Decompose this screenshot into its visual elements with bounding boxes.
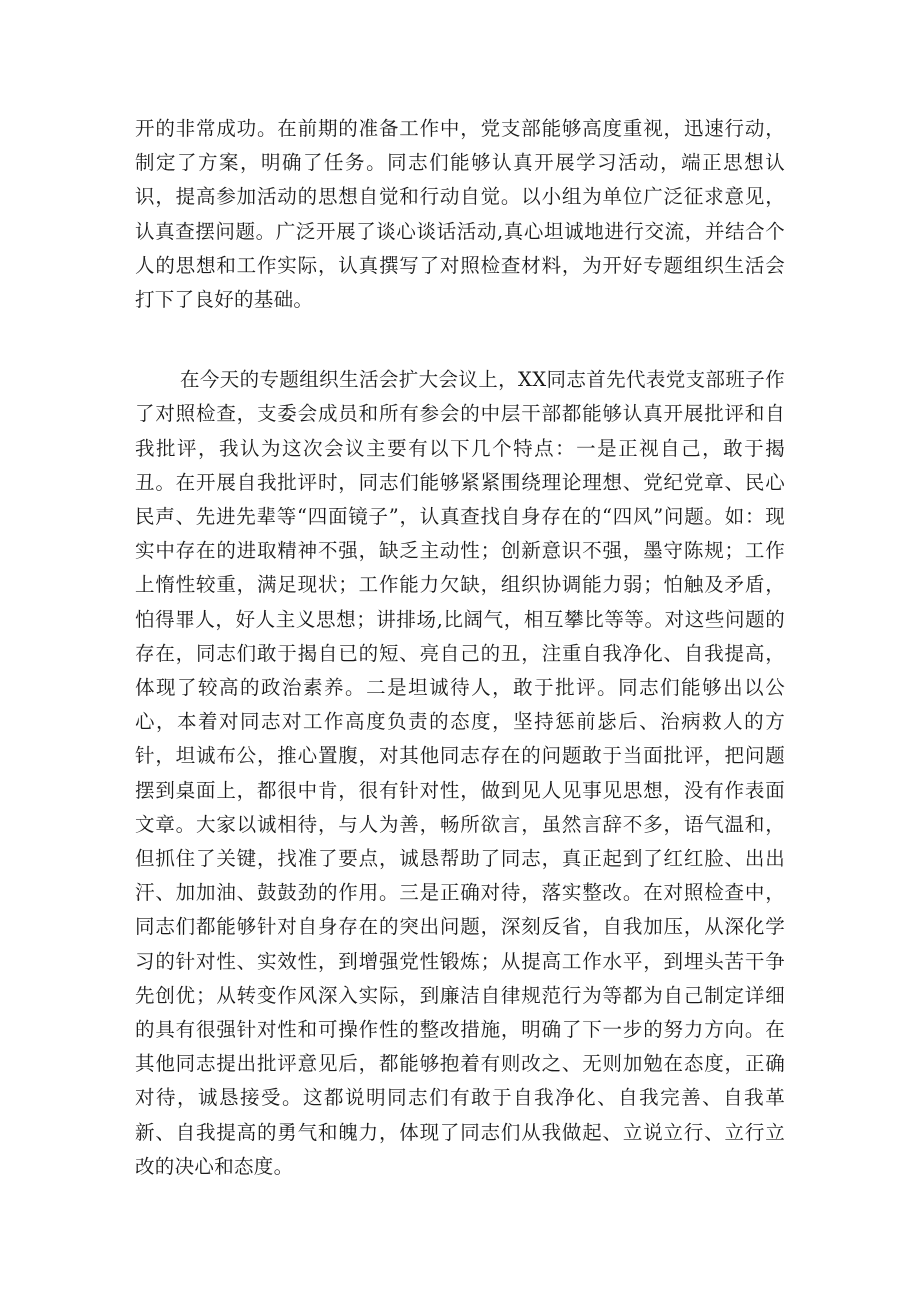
paragraph-1: 开的非常成功。在前期的准备工作中，党支部能够高度重视，迅速行动，制定了方案，明确了任务。同志们能够认真开展学习活动，端正思想认识，提高参加活动的思想自觉和行动自觉。以小组为单位广泛征求意见，认真查摆问题。广泛开展了谈心谈话活动,真心坦诚地进行交流，并结合个人的思想和工作实际，认真撰写了对照检查材料，为开好专题组织生活会打下了良好的基础。	[135, 117, 785, 312]
paragraph-2: 在今天的专题组织生活会扩大会议上，XX同志首先代表党支部班子作了对照检查，支委会成员和所有参会的中层干部都能够认真开展批评和自我批评，我认为这次会议主要有以下几个特点：一是正视自己，敢于揭丑。在开展自我批评时，同志们能够紧紧围绕理论理想、党纪党章、民心民声、先进先辈等“四面镜子”，认真查找自身存在的“四风”问题。如：现实中存在的进取精神不强，缺乏主动性；创新意识不强，墨守陈规；工作上惰性较重，满足现状；工作能力欠缺，组织协调能力弱；怕触及矛盾，怕得罪人，好人主义思想；讲排场,比阔气，相互攀比等等。对这些问题的存在，同志们敢于揭自已的短、亮自己的丑，注重自我净化、自我提高，体现了较高的政治素养。二是坦诚待人，敢于批评。同志们能够出以公心，本着对同志对工作高度负责的态度，坚持惩前毖后、治病救人的方针，坦诚布公，推心置腹，对其他同志存在的问题敢于当面批评，把问题摆到桌面上，都很中肯，很有针对性，做到见人见事见思想，没有作表面文章。大家以诚相待，与人为善，畅所欲言，虽然言辞不多，语气温和，但抓住了关键，找准了要点，诚恳帮助了同志，真正起到了红红脸、出出汗、加加油、鼓鼓劲的作用。三是正确对待，落实整改。在对照检查中，同志们都能够针对自身存在的突出问题，深刻反省，自我加压，从深化学习的针对性、实效性，到增强党性锻炼；从提高工作水平，到埋头苦干争先创优；从转变作风深入实际，到廉洁自律规范行为等都为自己制定详细的具有很强针对性和可操作性的整改措施，明确了下一步的努力方向。在其他同志提出批评意见后，都能够抱着有则改之、无则加勉在态度，正确对待，诚恳接受。这都说明同志们有敢于自我净化、自我完善、自我革新、自我提高的勇气和魄力，体现了同志们从我做起、立说立行、立行立改的决心和态度。	[135, 368, 785, 1178]
document-body	[135, 112, 785, 1184]
